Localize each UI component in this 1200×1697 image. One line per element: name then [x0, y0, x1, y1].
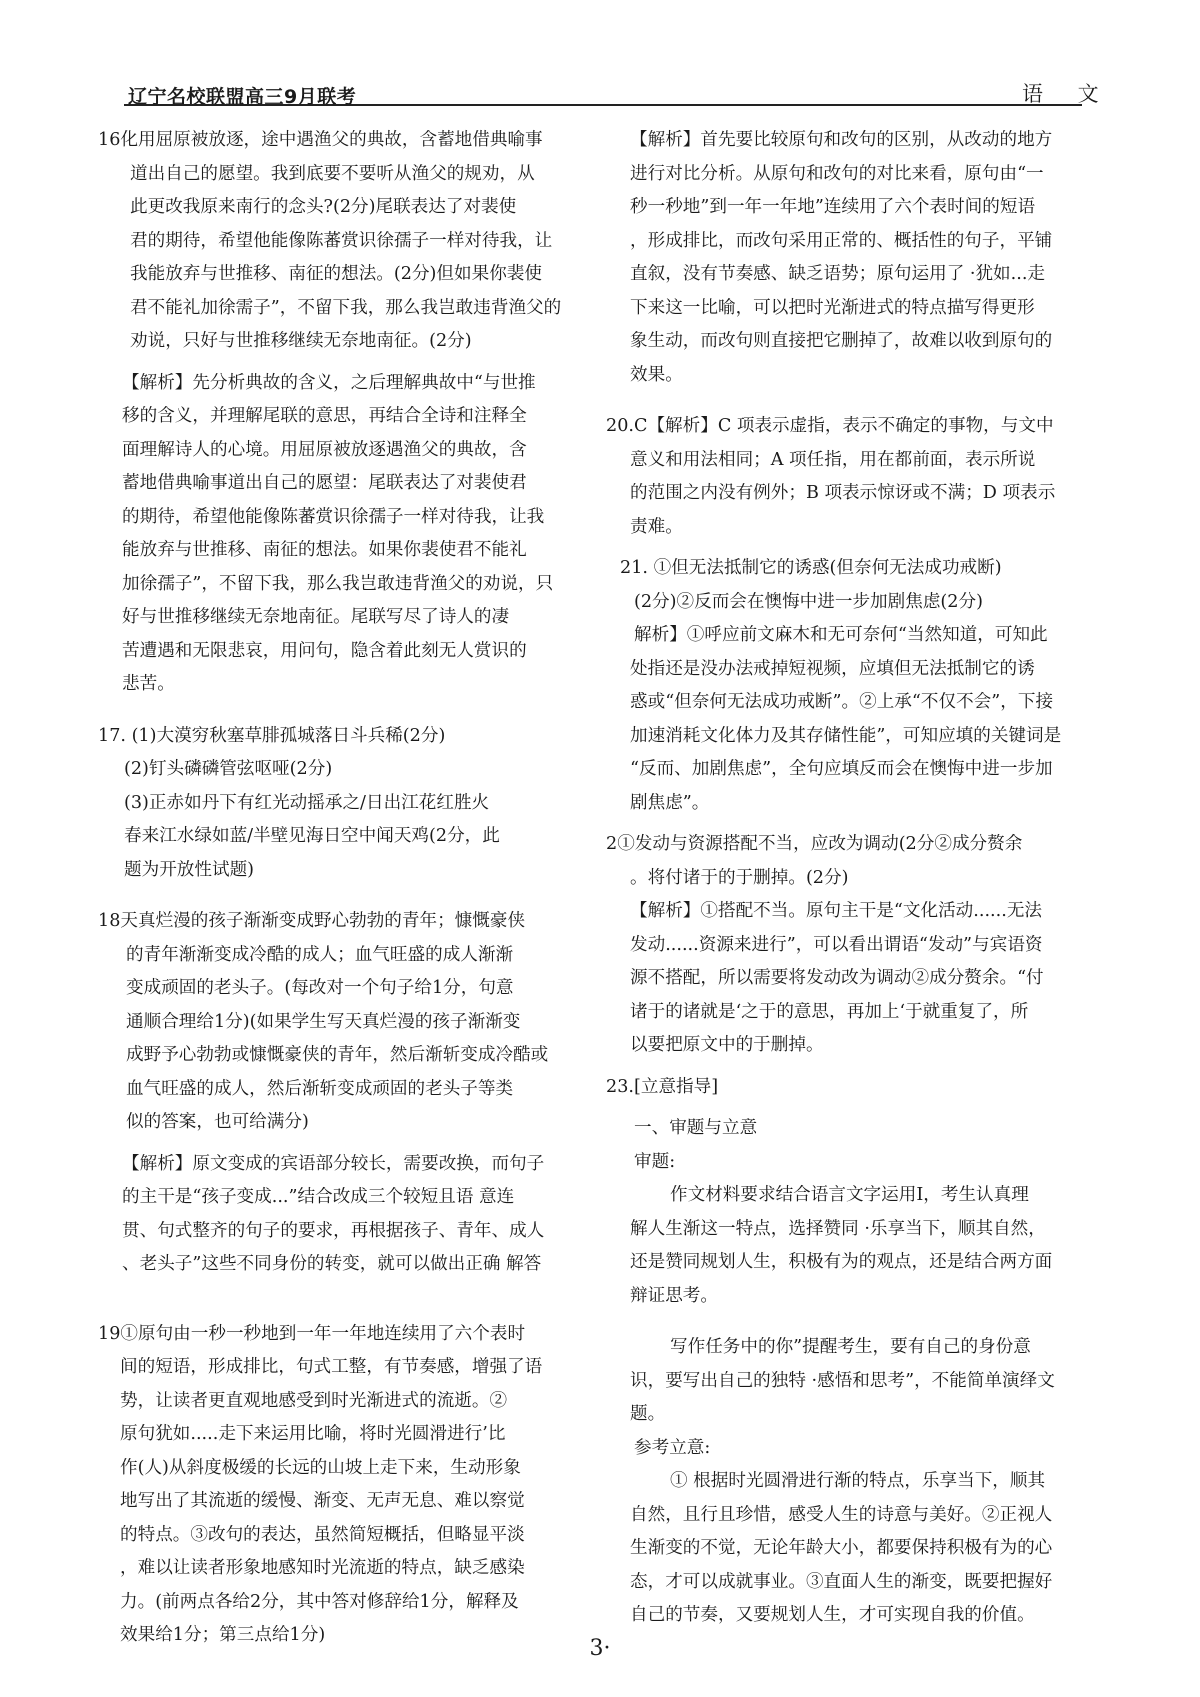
text-line: (2)钉头磷磷管弦呕哑(2分) [124, 759, 333, 779]
text-line: 处指还是没办法戒掉短视频，应填但无法抵制它的诱 [630, 658, 1035, 679]
header-rule [124, 104, 1082, 106]
text-line: 直叙，没有节奏感、缺乏语势；原句运用了 ·犹如...走 [630, 264, 1046, 284]
spacer [630, 1313, 1110, 1331]
spacer [98, 887, 604, 905]
text-line: 的特点。③改句的表达，虽然简短概括，但略显平淡 [120, 1524, 525, 1545]
spacer [630, 1063, 1110, 1071]
text-line: ① 根据时光圆滑进行渐的特点，乐享当下，顺其 [670, 1471, 1046, 1491]
text-line: 血气旺盛的成人，然后渐斩变成顽固的老头子等类 [126, 1078, 514, 1099]
text-line: “反而、加剧焦虑”，全句应填反而会在懊悔中进一步加 [630, 759, 1053, 779]
text-line: 作(人)从斜度极缓的长远的山坡上走下来，生动形象 [120, 1457, 521, 1478]
text-line: 君的期待，希望他能像陈蕃赏识徐孺子一样对待我，让 [130, 230, 553, 251]
text-line: 似的答案，也可给满分) [126, 1112, 309, 1132]
text-line: 一、审题与立意 [634, 1118, 758, 1138]
text-line: 发动......资源来进行”，可以看出谓语“发动”与宾语资 [630, 934, 1043, 955]
text-line: 势，让读者更直观地感受到时光渐进式的流逝。② [120, 1390, 508, 1411]
text-line: 19①原句由一秒一秒地到一年一年地连续用了六个表时 [98, 1323, 526, 1344]
text-line: 道出自己的愿望。我到底要不要听从渔父的规劝，从 [130, 163, 535, 184]
text-line: 加速消耗文化体力及其存储性能”，可知应填的关键词是 [630, 725, 1062, 746]
text-line: 题为开放性试题) [124, 859, 255, 880]
text-line: 进行对比分析。从原句和改句的对比来看，原句由“一 [630, 163, 1044, 184]
text-line: 地写出了其流逝的缓慢、渐变、无声无息、难以察觉 [120, 1491, 525, 1511]
text-line: 劝说，只好与世推移继续无奈地南征。(2分) [130, 331, 472, 351]
text-line: ，难以让读者形象地感知时光流逝的特点，缺乏感染 [120, 1558, 525, 1578]
text-line: 惑或“但奈何无法成功戒断”。②上承“不仅不会”，下接 [630, 692, 1054, 712]
text-line: 还是赞同规划人生，积极有为的观点，还是结合两方面 [630, 1252, 1053, 1272]
text-line: 【解析】先分析典故的含义，之后理解典故中“与世推 [122, 372, 536, 393]
text-line: 剧焦虑”。 [630, 792, 710, 813]
text-line: 责难。 [630, 516, 683, 537]
spacer [630, 392, 1110, 410]
text-line: 诸于的诸就是‘之于的意思，再加上‘于就重复了，所 [630, 1001, 1029, 1022]
text-line: 意义和用法相同；A 项任指，用在都前面，表示所说 [630, 449, 1036, 470]
text-line: ，形成排比，而改句采用正常的、概括性的句子，平铺 [630, 230, 1053, 251]
text-line: 成野予心勃勃或慷慨豪侠的青年，然后渐斩变成冷酷或 [126, 1045, 549, 1065]
text-line: 【解析】首先要比较原句和改句的区别，从改动的地方 [630, 130, 1053, 150]
text-line: 生渐变的不觉，无论年龄大小，都要保持积极有为的心 [630, 1538, 1053, 1558]
text-line: 君不能礼加徐需子”，不留下我，那么我岂敢违背渔父的 [130, 297, 562, 318]
text-line: 【解析】①搭配不当。原句主干是“文化活动......无法 [630, 901, 1043, 921]
text-line: 解人生渐这一特点，选择赞同 ·乐享当下，顺其自然， [630, 1218, 1046, 1239]
text-line: 效果。 [630, 364, 683, 385]
page-number: 3· [589, 1636, 611, 1661]
left-column [98, 124, 604, 1653]
spacer [630, 544, 1110, 552]
spacer [98, 1282, 604, 1318]
text-line: 下来这一比喻，可以把时光渐进式的特点描写得更形 [630, 297, 1035, 318]
text-line: 【解析】原文变成的宾语部分较长，需要改换，而句子 [122, 1153, 545, 1174]
text-line: 力。(前两点各给2分，其中答对修辞给1分，解释及 [120, 1591, 519, 1612]
text-line: 、老头子”这些不同身份的转变，就可以做出正确 解答 [122, 1254, 542, 1274]
text-line: 面理解诗人的心境。用屈原被放逐遇渔父的典故，含 [122, 439, 527, 460]
spacer [98, 1140, 604, 1148]
text-line: 23.[立意指导] [606, 1076, 719, 1097]
text-line: 以要把原文中的于删掉。 [630, 1035, 824, 1055]
text-line: 苦遭遇和无限悲哀，用问句，隐含着此刻无人赏识的 [122, 640, 527, 661]
text-line: 写作任务中的你”提醒考生，要有自己的身份意 [670, 1337, 1031, 1357]
text-line: 态，才可以成就事业。③直面人生的渐变，既要把握好 [630, 1571, 1053, 1592]
text-line: 效果给1分；第三点给1分) [120, 1625, 326, 1645]
text-line: 能放弃与世推移、南征的想法。如果你裴使君不能礼 [122, 540, 527, 560]
text-line: 题。 [630, 1404, 666, 1424]
text-line: 20.C【解析】C 项表示虚指，表示不确定的事物，与文中 [606, 416, 1054, 436]
text-line: 自己的节奏，又要规划人生，才可实现自我的价值。 [630, 1605, 1035, 1625]
text-line: 秒一秒地”到一年一年地”连续用了六个表时间的短语 [630, 197, 1036, 217]
text-line: 贯、句式整齐的句子的要求，再根据孩子、青年、成人 [122, 1220, 545, 1241]
text-line: 加徐孺子”，不留下我，那么我岂敢违背渔父的劝说，只 [122, 573, 554, 594]
text-line: (3)正赤如丹下有红光动摇承之/日出江花红胜火 [124, 792, 490, 813]
text-line: 源不搭配，所以需要将发动改为调动②成分赘余。“付 [630, 968, 1044, 988]
text-line: 春来江水绿如蓝/半壁见海日空中闻天鸡(2分，此 [124, 826, 500, 846]
text-line: 的范围之内没有例外；B 项表示惊讶或不满；D 项表示 [630, 483, 1056, 503]
text-line: 我能放弃与世推移、南征的想法。(2分)但如果你裴使 [130, 264, 542, 284]
text-line: 识，要写出自己的独特 ·感悟和思考”，不能简单演绎文 [630, 1370, 1055, 1391]
text-line: 17. (1)大漠穷秋塞草腓孤城落日斗兵稀(2分) [98, 725, 446, 746]
text-line: 此更改我原来南行的念头?(2分)尾联表达了对裴使 [130, 197, 517, 217]
text-line: (2分)②反而会在懊悔中进一步加剧焦虑(2分) [634, 591, 983, 612]
text-line: 原句犹如.....走下来运用比喻，将时光圆滑进行’比 [120, 1424, 506, 1444]
header-subject: 语 文 [1022, 82, 1113, 106]
text-line: 的主干是“孩子变成...”结合改成三个较短且语 意连 [122, 1187, 515, 1207]
text-line: 间的短语，形成排比，句式工整，有节奏感，增强了语 [120, 1357, 543, 1377]
text-line: 。将付诸于的于删掉。(2分) [630, 867, 849, 888]
spacer [630, 1104, 1110, 1112]
text-line: 的期待，希望他能像陈蕃赏识徐孺子一样对待我，让我 [122, 506, 545, 527]
text-line: 18天真烂漫的孩子渐渐变成野心勃勃的青年；慷慨豪侠 [98, 911, 526, 931]
text-line: 作文材料要求结合语言文字运用Ⅰ，考生认真理 [670, 1185, 1029, 1205]
text-line: 好与世推移继续无奈地南征。尾联写尽了诗人的凄 [122, 607, 510, 627]
header-title: 辽宁名校联盟高三9月联考 [128, 86, 357, 108]
text-line: 2①发动与资源搭配不当，应改为调动(2分②成分赘余 [606, 834, 1023, 854]
text-line: 参考立意: [634, 1437, 711, 1458]
right-column [606, 124, 1110, 1633]
text-line: 审题: [634, 1151, 676, 1172]
text-line: 21. ①但无法抵制它的诱惑(但奈何无法成功戒断) [620, 558, 1002, 578]
text-line: 变成顽固的老头子。(每改对一个句子给1分，句意 [126, 978, 514, 998]
text-line: 移的含义，并理解尾联的意思，再结合全诗和注释全 [122, 406, 527, 426]
spacer [630, 820, 1110, 828]
spacer [98, 702, 604, 720]
spacer [98, 359, 604, 367]
text-line: 通顺合理给1分)(如果学生写天真烂漫的孩子渐渐变 [126, 1011, 521, 1032]
text-line: 象生动，而改句则直接把它删掉了，故难以收到原句的 [630, 331, 1053, 351]
text-line: 蓄地借典喻事道出自己的愿望：尾联表达了对裴使君 [122, 473, 527, 493]
text-line: 悲苦。 [122, 674, 175, 694]
text-line: 解析】①呼应前文麻木和无可奈何“当然知道，可知此 [634, 625, 1048, 645]
text-line: 16化用屈原被放逐，途中遇渔父的典故，含蓄地借典喻事 [98, 130, 543, 150]
text-line: 自然，且行且珍惜，感受人生的诗意与美好。②正视人 [630, 1504, 1053, 1525]
text-line: 辩证思考。 [630, 1285, 718, 1306]
text-line: 的青年渐渐变成冷酷的成人；血气旺盛的成人渐渐 [126, 944, 514, 965]
